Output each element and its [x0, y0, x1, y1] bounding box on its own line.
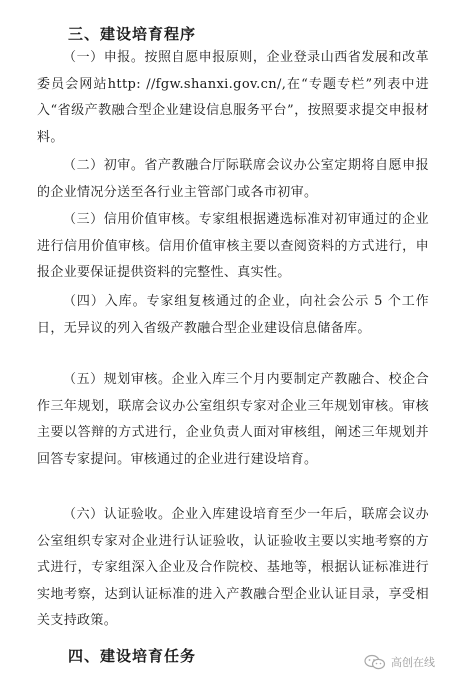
- paragraph-application: （一）申报。按照自愿申报原则，企业登录山西省发展和改革委员会网站http: //fgw.shanxi.gov.cn/,在“专题专栏”列表中进入“省级产教融合型企业建设信息服务平台”，按照要求提交申报材料。: [37, 50, 429, 145]
- paragraph-certification: （六）认证验收。企业入库建设培育至少一年后，联席会议办公室组织专家对企业进行认证验收，认证验收主要以实地考察的方式进行，专家组深入企业及合作院校、基地等，根据认证标准进行实地考察，达到认证标准的进入产教融合型企业认证目录，享受相关支持政策。: [37, 507, 429, 628]
- paragraph-preliminary-review: （二）初审。省产教融合厅际联席会议办公室定期将自愿申报的企业情况分送至各行业主管部门或各市初审。: [37, 158, 429, 200]
- section-3-heading: 三、建设培育程序: [68, 25, 197, 43]
- wechat-icon: [364, 654, 386, 670]
- paragraph-storage: （四）入库。专家组复核通过的企业，向社会公示 5 个工作日，无异议的列入省级产教融合型企业建设信息储备库。: [37, 294, 429, 336]
- section-4-heading: 四、建设培育任务: [68, 647, 197, 665]
- watermark-text: 高创在线: [391, 656, 435, 669]
- watermark: [364, 654, 435, 670]
- paragraph-credit-review: （三）信用价值审核。专家组根据遴选标准对初审通过的企业进行信用价值审核。信用价值审核主要以查阅资料的方式进行，申报企业要保证提供资料的完整性、真实性。: [37, 212, 429, 280]
- paragraph-plan-review: （五）规划审核。企业入库三个月内要制定产教融合、校企合作三年规划，联席会议办公室组织专家对企业三年规划审核。审核主要以答辩的方式进行，企业负责人面对审核组，阐述三年规划并回答专家提问。审核通过的企业进行建设培育。: [37, 372, 429, 467]
